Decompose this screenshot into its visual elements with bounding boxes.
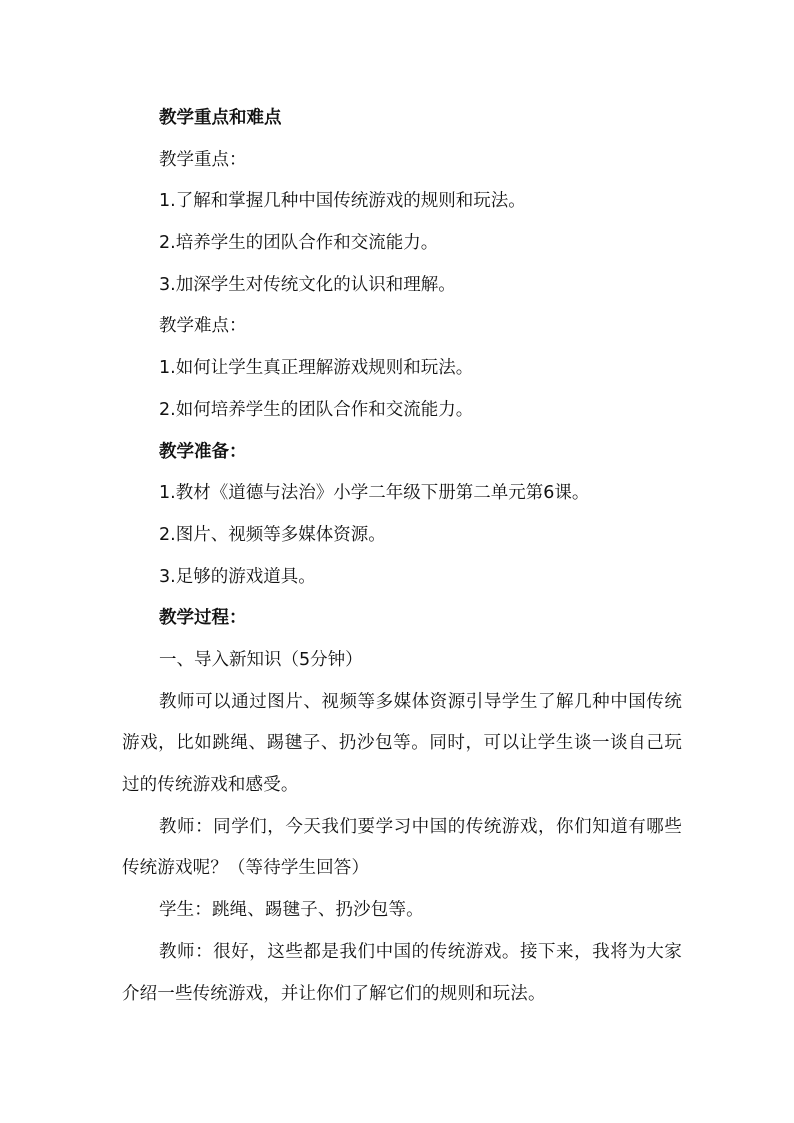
section-title: 一、导入新知识（5分钟） <box>159 649 363 670</box>
difficulties-label: 教学难点： <box>159 316 247 337</box>
heading-key-points: 教学重点和难点 <box>159 108 282 128</box>
dialogue-paragraph: 教师：同学们，今天我们要学习中国的传统游戏，你们知道有哪些传统游戏呢？（等待学生回答） <box>122 816 682 879</box>
preparation-item: 2.图片、视频等多媒体资源。 <box>159 524 386 545</box>
difficulty-item: 2.如何培养学生的团队合作和交流能力。 <box>159 399 474 420</box>
key-points-label: 教学重点： <box>159 149 247 170</box>
heading-process: 教学过程： <box>159 608 247 629</box>
key-point-item: 2.培养学生的团队合作和交流能力。 <box>159 233 439 254</box>
body-paragraph: 教师可以通过图片、视频等多媒体资源引导学生了解几种中国传统游戏，比如跳绳、踢毽子、扔沙包等。同时，可以让学生谈一谈自己玩过的传统游戏和感受。 <box>122 691 682 796</box>
preparation-item: 1.教材《道德与法治》小学二年级下册第二单元第6课。 <box>159 483 590 504</box>
difficulty-item: 1.如何让学生真正理解游戏规则和玩法。 <box>159 358 474 379</box>
key-point-item: 1.了解和掌握几种中国传统游戏的规则和玩法。 <box>159 191 526 212</box>
heading-preparation: 教学准备： <box>159 441 247 462</box>
preparation-item: 3.足够的游戏道具。 <box>159 566 316 587</box>
dialogue-paragraph: 教师：很好，这些都是我们中国的传统游戏。接下来，我将为大家介绍一些传统游戏，并让你们了解它们的规则和玩法。 <box>122 941 682 1004</box>
dialogue-paragraph: 学生：跳绳、踢毽子、扔沙包等。 <box>159 900 424 921</box>
document-body <box>122 98 682 1015</box>
key-point-item: 3.加深学生对传统文化的认识和理解。 <box>159 274 456 295</box>
